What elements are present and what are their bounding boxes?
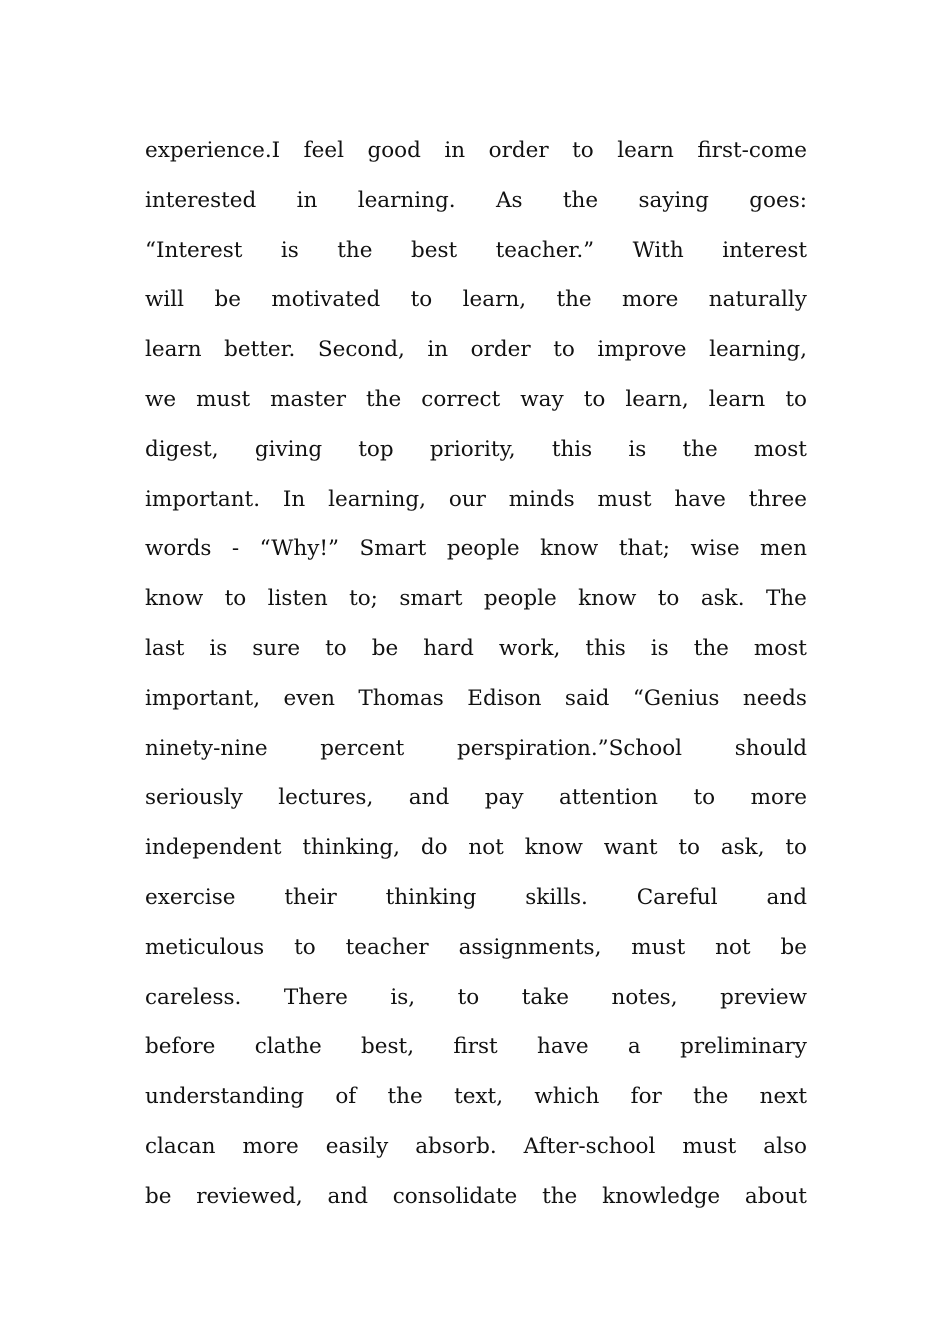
text-word: preview [720, 984, 807, 1010]
text-word: do [420, 835, 448, 861]
text-word: to [693, 785, 716, 811]
text-word: to [457, 984, 480, 1010]
text-line [145, 724, 807, 774]
text-word: learn [145, 337, 202, 363]
text-word: must [196, 386, 251, 412]
text-word: more [750, 785, 807, 811]
text-word: to [294, 934, 316, 960]
text-word: people [483, 586, 557, 612]
text-word: before [145, 1034, 216, 1060]
text-word: to [785, 386, 807, 412]
text-word: In [282, 486, 306, 512]
text-line [145, 176, 807, 226]
text-word: is [209, 635, 228, 661]
text-word: must [682, 1133, 737, 1159]
text-word: way [520, 386, 564, 412]
text-word: Edison [467, 685, 542, 711]
text-word: preliminary [680, 1034, 807, 1060]
text-word: this [551, 436, 593, 462]
text-word: motivated [271, 287, 381, 313]
text-word: is, [390, 984, 416, 1010]
text-word: three [748, 486, 807, 512]
text-word: and [408, 785, 450, 811]
text-word: in [444, 138, 466, 163]
text-word: to [678, 835, 700, 861]
text-word: men [760, 536, 807, 562]
text-word: best, [361, 1034, 415, 1060]
text-word: learning, [328, 486, 426, 512]
text-word: to [572, 138, 594, 163]
text-word: have [674, 486, 726, 512]
text-word: master [270, 386, 347, 412]
text-word: have [537, 1034, 589, 1060]
text-word: be [145, 1183, 172, 1209]
text-word: to [583, 386, 606, 412]
text-word: words [145, 536, 212, 562]
text-word: order [470, 337, 531, 363]
text-word: teacher [345, 934, 429, 960]
text-word: goes: [749, 187, 807, 213]
text-word: absorb. [415, 1133, 497, 1159]
text-word: most [753, 436, 807, 462]
text-word: know [578, 586, 637, 612]
text-word: knowledge [602, 1183, 721, 1209]
text-word: smart [399, 586, 463, 612]
text-word: reviewed, [196, 1183, 303, 1209]
text-word: be [214, 287, 241, 313]
text-line [145, 275, 807, 325]
text-line [145, 823, 807, 873]
text-word: more [622, 287, 679, 313]
text-word: to [224, 586, 247, 612]
text-word: learn, [625, 386, 689, 412]
text-word: As [495, 187, 523, 213]
text-word: assignments, [458, 934, 602, 960]
text-word: be [371, 635, 399, 661]
text-word: the [337, 237, 373, 263]
text-line [145, 923, 807, 973]
text-word: to [785, 835, 807, 861]
text-word: Second, [317, 337, 405, 363]
text-word: After-school [523, 1133, 656, 1159]
text-word: notes, [611, 984, 678, 1010]
text-word: know [145, 586, 204, 612]
text-word: meticulous [145, 934, 265, 960]
text-word: to [325, 635, 347, 661]
text-word: skills. [525, 884, 588, 910]
text-word: minds [508, 486, 575, 512]
body-text [145, 126, 807, 1222]
text-word: most [753, 635, 807, 661]
text-word: should [734, 735, 807, 761]
text-word: our [448, 486, 486, 512]
text-word: “Interest [145, 237, 243, 263]
text-word: important, [145, 685, 261, 711]
text-word: interest [722, 237, 807, 263]
text-word: text, [454, 1084, 504, 1110]
text-word: the [387, 1084, 423, 1110]
text-word: understanding [145, 1084, 305, 1110]
text-word: Smart [359, 536, 427, 562]
text-line [145, 1122, 807, 1172]
text-word: careless. [145, 984, 242, 1010]
text-line [145, 524, 807, 574]
text-word: ninety-nine [145, 735, 268, 761]
text-word: easily [325, 1133, 389, 1159]
text-word: and [327, 1183, 368, 1209]
text-word: learning. [357, 187, 456, 213]
text-word: learn, [462, 287, 527, 313]
text-word: wise [690, 536, 740, 562]
text-word: take [521, 984, 569, 1010]
text-line [145, 574, 807, 624]
text-word: even [283, 685, 335, 711]
text-word: of [335, 1084, 357, 1110]
text-word: needs [742, 685, 807, 711]
text-word: the [556, 287, 592, 313]
text-line [145, 226, 807, 276]
text-word: digest, [145, 436, 219, 462]
text-word: want [603, 835, 658, 861]
text-word: top [358, 436, 394, 462]
text-word: the [682, 436, 718, 462]
text-word: we [145, 386, 177, 412]
text-word: “Genius [632, 685, 720, 711]
text-word: exercise [145, 884, 236, 910]
text-word: learn [617, 138, 674, 163]
text-word: Careful [636, 884, 718, 910]
text-word: last [145, 635, 185, 661]
text-word: feel [303, 138, 344, 163]
text-word: that; [618, 536, 671, 562]
text-word: clacan [145, 1133, 216, 1159]
text-word: independent [145, 835, 282, 861]
text-word: must [597, 486, 652, 512]
text-word: seriously [145, 785, 243, 811]
text-word: not [468, 835, 504, 861]
text-word: must [631, 934, 686, 960]
text-word: more [242, 1133, 299, 1159]
text-word: ask. [700, 586, 745, 612]
text-word: will [145, 287, 185, 313]
text-word: the [693, 635, 729, 661]
text-word: better. [224, 337, 296, 363]
text-word: lectures, [278, 785, 374, 811]
text-line [145, 325, 807, 375]
text-word: in [296, 187, 318, 213]
text-line [145, 674, 807, 724]
text-word: attention [559, 785, 658, 811]
text-word: giving [254, 436, 323, 462]
text-word: hard [423, 635, 474, 661]
text-word: work, [498, 635, 561, 661]
text-word: for [630, 1084, 662, 1110]
text-word: perspiration.”School [456, 735, 683, 761]
text-word: this [585, 635, 626, 661]
text-word: first [453, 1034, 498, 1060]
text-word: percent [320, 735, 405, 761]
text-line [145, 624, 807, 674]
text-word: to; [349, 586, 378, 612]
text-word: a [627, 1034, 641, 1060]
text-line [145, 425, 807, 475]
text-word: the [366, 386, 402, 412]
text-word: to [553, 337, 575, 363]
text-word: interested [145, 187, 257, 213]
text-word: experience.I [145, 138, 281, 163]
text-word: priority, [429, 436, 516, 462]
text-word: good [367, 138, 421, 163]
text-word: about [744, 1183, 807, 1209]
text-word: which [534, 1084, 600, 1110]
text-line [145, 873, 807, 923]
text-word: is [628, 436, 647, 462]
text-word: to [657, 586, 680, 612]
text-word: know [540, 536, 599, 562]
text-word: teacher.” [495, 237, 595, 263]
text-word: is [280, 237, 299, 263]
text-word: The [765, 586, 807, 612]
text-word: thinking [385, 884, 477, 910]
text-word: learn [708, 386, 766, 412]
text-word: is [650, 635, 669, 661]
text-word: next [759, 1084, 807, 1110]
text-word: listen [267, 586, 328, 612]
text-line [145, 1022, 807, 1072]
text-word: saying [638, 187, 709, 213]
text-line [145, 475, 807, 525]
text-word: improve [597, 337, 687, 363]
text-word: order [488, 138, 549, 163]
text-word: to [410, 287, 433, 313]
text-line [145, 126, 807, 176]
text-line [145, 375, 807, 425]
text-word: first-come [697, 138, 807, 163]
text-word: the [693, 1084, 729, 1110]
text-word: know [524, 835, 583, 861]
text-word: be [780, 934, 807, 960]
text-word: not [715, 934, 751, 960]
text-word: people [446, 536, 520, 562]
text-word: “Why!” [259, 536, 339, 562]
text-line [145, 1072, 807, 1122]
text-line [145, 973, 807, 1023]
text-line [145, 773, 807, 823]
text-word: in [427, 337, 449, 363]
text-word: There [283, 984, 348, 1010]
text-word: Thomas [358, 685, 444, 711]
text-word: clathe [254, 1034, 322, 1060]
text-word: learning, [709, 337, 807, 363]
text-word: pay [484, 785, 524, 811]
text-word: best [410, 237, 458, 263]
text-line [145, 1172, 807, 1222]
text-word: naturally [708, 287, 807, 313]
text-word: the [562, 187, 599, 213]
text-word: consolidate [392, 1183, 518, 1209]
text-word: thinking, [302, 835, 400, 861]
text-word: sure [252, 635, 301, 661]
text-word: important. [145, 486, 261, 512]
text-word: correct [421, 386, 501, 412]
text-word: said [564, 685, 610, 711]
text-word: ask, [720, 835, 765, 861]
text-word: also [763, 1133, 807, 1159]
text-word: With [632, 237, 684, 263]
text-word: - [231, 536, 240, 562]
text-word: their [284, 884, 337, 910]
text-word: and [766, 884, 807, 910]
text-word: the [542, 1183, 578, 1209]
